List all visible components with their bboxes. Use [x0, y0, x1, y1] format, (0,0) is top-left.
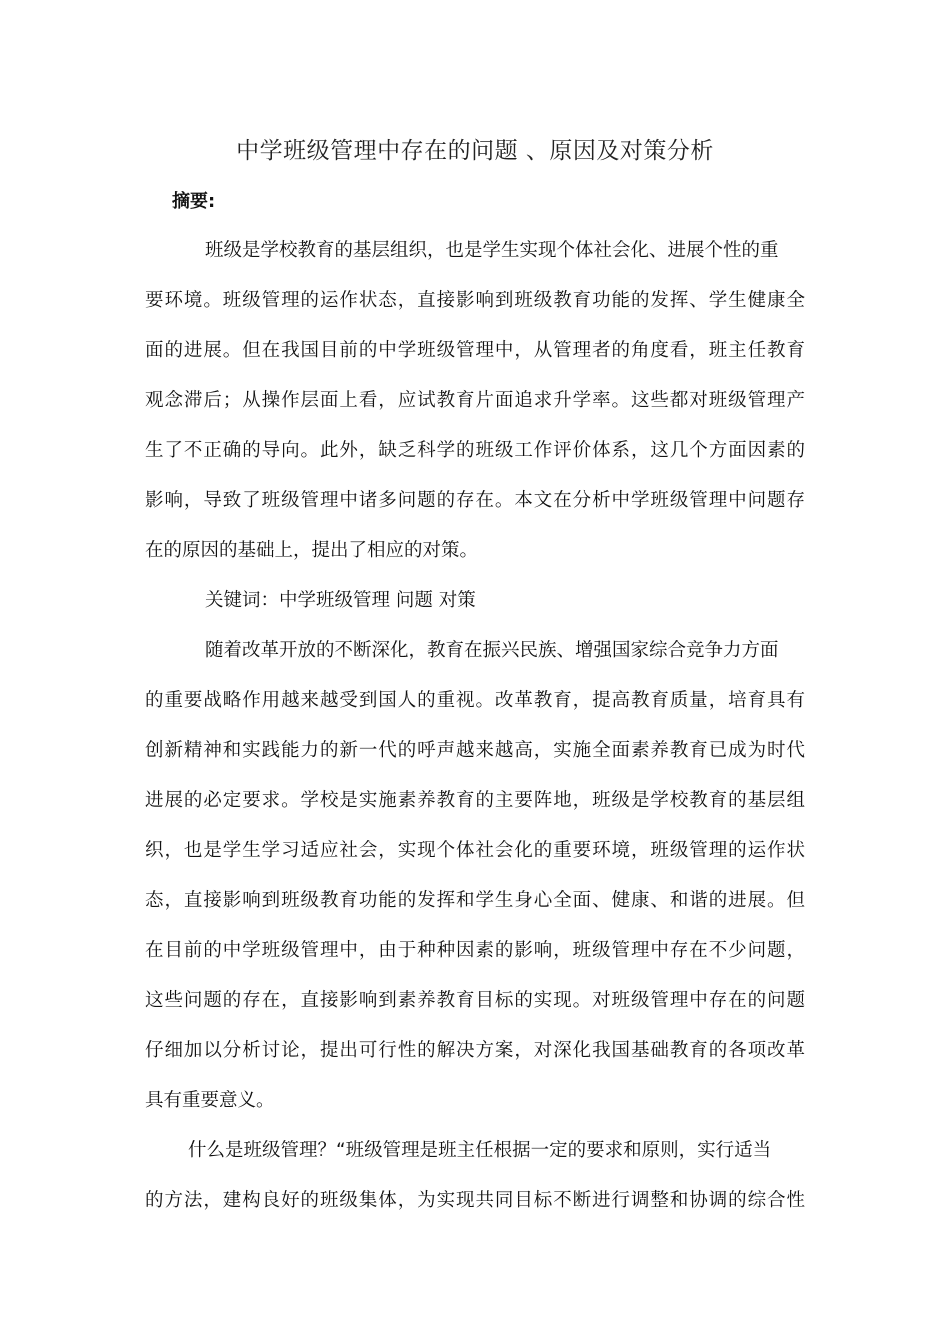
- body-line: 仔细加以分析讨论，提出可行性的解决方案，对深化我国基础教育的各项改革: [145, 1040, 805, 1061]
- definition-line: 的方法，建构良好的班级集体，为实现共同目标不断进行调整和协调的综合性: [145, 1190, 805, 1211]
- body-line: 创新精神和实践能力的新一代的呼声越来越高，实施全面素养教育已成为时代: [145, 740, 805, 761]
- body-line: 的重要战略作用越来越受到国人的重视。改革教育，提高教育质量，培育具有: [145, 690, 805, 711]
- body-line: 在目前的中学班级管理中，由于种种因素的影响，班级管理中存在不少问题，: [145, 940, 805, 961]
- body-line: 织，也是学生学习适应社会，实现个体社会化的重要环境，班级管理的运作状: [145, 840, 805, 861]
- keywords-line: 关键词：中学班级管理 问题 对策: [205, 590, 476, 611]
- body-line: 态，直接影响到班级教育功能的发挥和学生身心全面、健康、和谐的进展。但: [145, 890, 805, 911]
- abstract-line: 面的进展。但在我国目前的中学班级管理中，从管理者的角度看，班主任教育: [145, 340, 805, 361]
- abstract-line: 班级是学校教育的基层组织，也是学生实现个体社会化、进展个性的重: [205, 240, 779, 261]
- body-line: 这些问题的存在，直接影响到素养教育目标的实现。对班级管理中存在的问题: [145, 990, 805, 1011]
- definition-line: 什么是班级管理？“班级管理是班主任根据一定的要求和原则，实行适当: [188, 1140, 772, 1161]
- body-line: 随着改革开放的不断深化，教育在振兴民族、增强国家综合竞争力方面: [205, 640, 779, 661]
- document-title: 中学班级管理中存在的问题 、原因及对策分析: [236, 138, 714, 164]
- abstract-line: 影响，导致了班级管理中诸多问题的存在。本文在分析中学班级管理中问题存: [145, 490, 805, 511]
- body-line: 进展的必定要求。学校是实施素养教育的主要阵地，班级是学校教育的基层组: [145, 790, 805, 811]
- abstract-line: 生了不正确的导向。此外，缺乏科学的班级工作评价体系，这几个方面因素的: [145, 440, 805, 461]
- abstract-heading: 摘要:: [172, 191, 216, 212]
- abstract-line: 要环境。班级管理的运作状态，直接影响到班级教育功能的发挥、学生健康全: [145, 290, 805, 311]
- abstract-line: 在的原因的基础上，提出了相应的对策。: [145, 540, 479, 561]
- abstract-line: 观念滞后；从操作层面上看，应试教育片面追求升学率。这些都对班级管理产: [145, 390, 805, 411]
- body-line: 具有重要意义。: [145, 1090, 275, 1111]
